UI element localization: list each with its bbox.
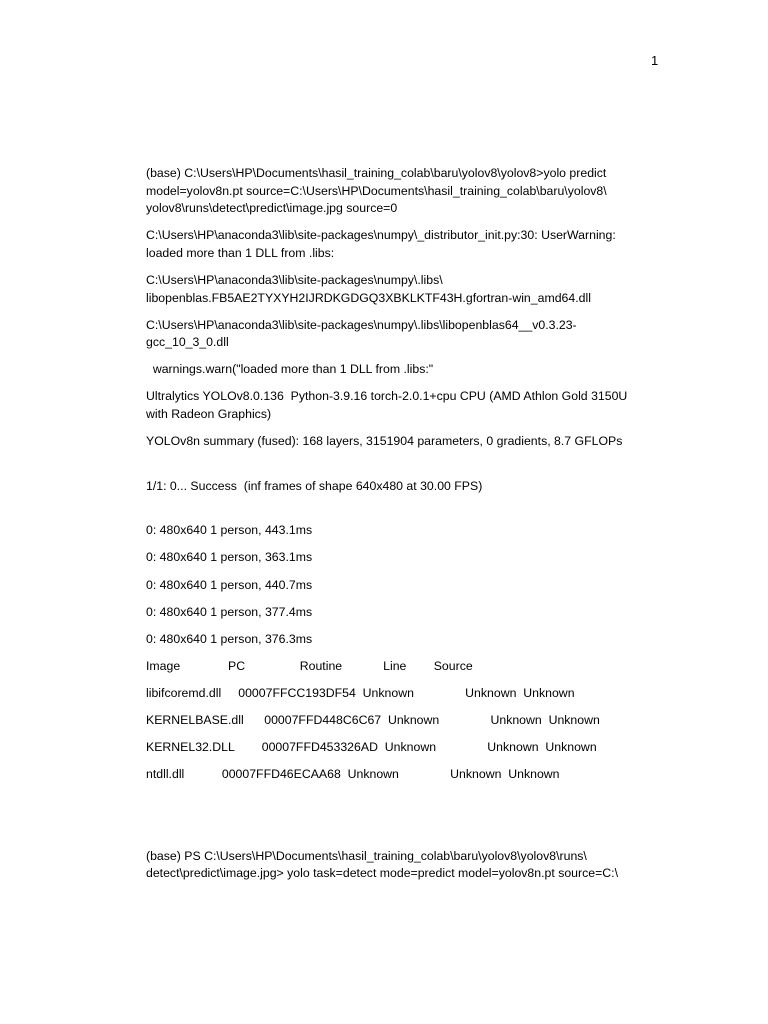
paragraph (146, 712, 658, 730)
paragraph (146, 766, 658, 784)
paragraph (146, 433, 658, 451)
text-line: 0: 480x640 1 person, 440.7ms (146, 577, 313, 592)
text-line: libopenblas.FB5AE2TYXYH2IJRDKGDGQ3XBKLKTF43H.gfortran-win_amd64.dll (146, 290, 591, 305)
text-line: Image PC Routine Line Source (146, 658, 473, 673)
text-line: loaded more than 1 DLL from .libs: (146, 245, 335, 260)
text-line: yolov8\runs\detect\predict\image.jpg source=0 (146, 201, 398, 216)
text-line: 0: 480x640 1 person, 377.4ms (146, 604, 313, 619)
text-line: with Radeon Graphics) (146, 407, 272, 422)
text-line: Ultralytics YOLOv8.0.136 Python-3.9.16 torch-2.0.1+cpu CPU (AMD Athlon Gold 3150U (146, 389, 628, 404)
text-line: C:\Users\HP\anaconda3\lib\site-packages\numpy\.libs\libopenblas64__v0.3.23- (146, 317, 577, 332)
paragraph (146, 478, 658, 496)
paragraph (146, 227, 658, 262)
paragraph (146, 604, 658, 622)
paragraph (146, 685, 658, 703)
page-number: 1 (651, 53, 659, 68)
text-line: C:\Users\HP\anaconda3\lib\site-packages\numpy\_distributor_init.py:30: UserWarning: (146, 228, 616, 243)
text-line: YOLOv8n summary (fused): 168 layers, 3151904 parameters, 0 gradients, 8.7 GFLOPs (146, 434, 623, 449)
text-line: 0: 480x640 1 person, 376.3ms (146, 631, 313, 646)
paragraph (146, 658, 658, 676)
text-line: (base) PS C:\Users\HP\Documents\hasil_training_colab\baru\yolov8\yolov8\runs\ (146, 848, 587, 863)
paragraph (146, 317, 658, 352)
document-body (146, 165, 658, 892)
paragraph (146, 848, 658, 883)
paragraph (146, 165, 658, 218)
text-line: ntdll.dll 00007FFD46ECAA68 Unknown Unknown Unknown (146, 767, 560, 782)
paragraph (146, 577, 658, 595)
paragraph (146, 549, 658, 567)
paragraph (146, 631, 658, 649)
paragraph (146, 361, 658, 379)
text-line: KERNEL32.DLL 00007FFD453326AD Unknown Unknown Unknown (146, 740, 597, 755)
text-line: 0: 480x640 1 person, 363.1ms (146, 550, 313, 565)
text-line: 1/1: 0... Success (inf frames of shape 640x480 at 30.00 FPS) (146, 478, 483, 493)
paragraph (146, 522, 658, 540)
text-line: KERNELBASE.dll 00007FFD448C6C67 Unknown Unknown Unknown (146, 712, 600, 727)
paragraph (146, 272, 658, 307)
text-line: (base) C:\Users\HP\Documents\hasil_training_colab\baru\yolov8\yolov8>yolo predict (146, 166, 607, 180)
text-line: 0: 480x640 1 person, 443.1ms (146, 523, 313, 538)
text-line: model=yolov8n.pt source=C:\Users\HP\Documents\hasil_training_colab\baru\yolov8\ (146, 183, 607, 198)
text-line: warnings.warn("loaded more than 1 DLL from .libs:" (146, 362, 434, 377)
text-line: gcc_10_3_0.dll (146, 335, 229, 350)
paragraph (146, 739, 658, 757)
text-line: detect\predict\image.jpg> yolo task=detect mode=predict model=yolov8n.pt source=C:\ (146, 866, 618, 881)
text-line: C:\Users\HP\anaconda3\lib\site-packages\numpy\.libs\ (146, 272, 443, 287)
text-line: libifcoremd.dll 00007FFCC193DF54 Unknown Unknown Unknown (146, 685, 575, 700)
paragraph (146, 388, 658, 423)
